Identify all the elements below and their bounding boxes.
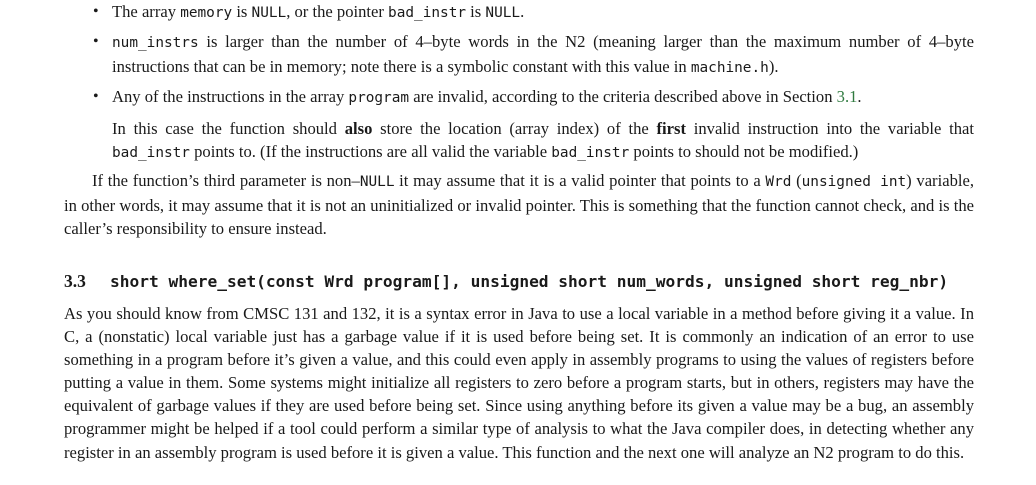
- text-run: .: [520, 2, 525, 21]
- text-run: ).: [768, 57, 779, 76]
- emphasis-also: also: [344, 119, 373, 138]
- text-run: If the function’s third parameter is non–: [92, 171, 360, 190]
- text-run: (: [791, 171, 802, 190]
- text-run: The array: [112, 2, 181, 21]
- code-null: NULL: [359, 174, 395, 190]
- text-run: store the location (array index) of the: [372, 119, 657, 138]
- text-run: points to. (If the instructions are all valid the variable: [189, 142, 552, 161]
- list-item: [64, 85, 974, 165]
- list-item: [64, 30, 974, 80]
- list-item-subparagraph: [112, 117, 974, 165]
- section-number: 3.3: [64, 271, 86, 291]
- text-run: ) variable, in other words, it may assume that it is not an uninitialized or invalid pointer. This is something that the function cannot check, and is the caller’s responsibility to ensure instead.: [64, 171, 974, 238]
- section-heading: [64, 269, 974, 294]
- code-program: program: [348, 90, 410, 106]
- code-bad-instr: bad_instr: [551, 145, 630, 161]
- section-body: [64, 302, 974, 464]
- emphasis-first: first: [656, 119, 686, 138]
- paragraph-third-parameter: [64, 169, 974, 240]
- bullet-icon: •: [93, 33, 99, 50]
- error-conditions-list: [64, 0, 974, 165]
- text-run: is larger than the number of 4–byte words in the N2 (meaning larger than the maximum number of 4–byte instructions that can be in memory; note there is a symbolic constant with this value in: [112, 32, 974, 76]
- bullet-icon: •: [93, 3, 99, 20]
- list-item: [64, 0, 974, 25]
- text-run: points to should not be modified.): [629, 142, 859, 161]
- code-null: NULL: [251, 5, 287, 21]
- text-run: .: [857, 87, 862, 106]
- text-run: Any of the instructions in the array: [112, 87, 349, 106]
- text-run: is: [466, 2, 486, 21]
- section-reference-link[interactable]: 3.1: [836, 87, 858, 106]
- text-run: it may assume that it is a valid pointer that points to a: [394, 171, 766, 190]
- text-run: In this case the function should: [112, 119, 345, 138]
- text-run: is: [232, 2, 252, 21]
- text-run: , or the pointer: [286, 2, 389, 21]
- text-run: invalid instruction into the variable that: [686, 119, 974, 138]
- code-num-instrs: num_instrs: [112, 35, 199, 51]
- code-bad-instr: bad_instr: [112, 145, 190, 161]
- code-wrd: Wrd: [765, 174, 792, 190]
- code-machine-h: machine.h: [690, 60, 769, 76]
- document-page: [64, 0, 974, 464]
- code-memory: memory: [180, 5, 233, 21]
- text-run: are invalid, according to the criteria described above in Section: [409, 87, 837, 106]
- section-paragraph: As you should know from CMSC 131 and 132, it is a syntax error in Java to use a local variable in a method before giving it a value. In C, a (nonstatic) local variable just has a garbage value if it is used before being set. It is commonly an indication of an error to use something in a program before it’s given a value, and this could even apply in assembly programs to using the values of registers before putting a value in them. Some systems might initialize all registers to zero before a program starts, but in others, registers may have the equivalent of garbage values if they are used before being set. Since using anything before its given a value may be a bug, an assembly programmer might be helped if a tool could perform a similar type of analysis to what the Java compiler does, in detecting whether any register in an assembly program is used before it is given a value. This function and the next one will analyze an N2 program to do this.: [64, 304, 974, 462]
- bullet-icon: •: [93, 88, 99, 105]
- code-bad-instr: bad_instr: [388, 5, 467, 21]
- code-unsigned-int: unsigned int: [801, 174, 907, 190]
- code-null: NULL: [485, 5, 521, 21]
- section-function-signature: short where_set(const Wrd program[], unsigned short num_words, unsigned short reg_nbr): [110, 272, 949, 291]
